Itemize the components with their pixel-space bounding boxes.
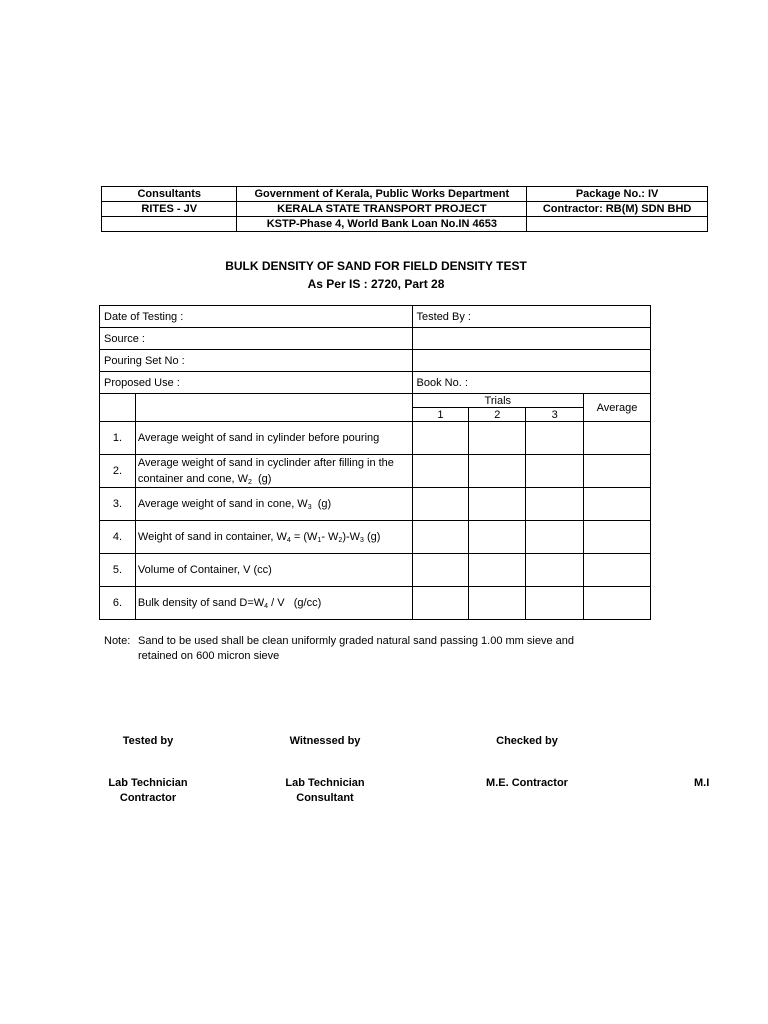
date-of-testing-label: Date of Testing : xyxy=(100,306,413,328)
header-row xyxy=(102,187,708,202)
empty-cell xyxy=(135,394,412,422)
source-label: Source : xyxy=(100,328,413,350)
average-cell[interactable] xyxy=(584,422,651,455)
tested-by-label: Tested By : xyxy=(412,306,650,328)
trial-1-cell[interactable] xyxy=(412,488,469,521)
trial-2-cell[interactable] xyxy=(469,422,526,455)
mi-label: M.I xyxy=(694,777,710,789)
loan-label: KSTP-Phase 4, World Bank Loan No.IN 4653 xyxy=(237,217,527,232)
average-cell[interactable] xyxy=(584,455,651,488)
trial-3-header: 3 xyxy=(526,408,584,422)
package-label: Package No.: IV xyxy=(527,187,708,202)
info-row xyxy=(100,328,651,350)
average-cell[interactable] xyxy=(584,521,651,554)
row-number: 6. xyxy=(100,587,136,620)
empty-cell xyxy=(412,350,650,372)
trials-header-row xyxy=(100,394,651,408)
tested-by-signature-label: Tested by xyxy=(122,735,174,747)
trial-2-cell[interactable] xyxy=(469,455,526,488)
contractor-label: Contractor xyxy=(119,792,177,804)
info-row xyxy=(100,372,651,394)
pouring-set-label: Pouring Set No : xyxy=(100,350,413,372)
trial-1-cell[interactable] xyxy=(412,521,469,554)
table-row xyxy=(100,587,651,620)
table-row xyxy=(100,422,651,455)
lab-technician-contractor-label: Lab Technician xyxy=(108,777,188,789)
note-line-2: retained on 600 micron sieve xyxy=(138,650,280,662)
header-empty-cell xyxy=(527,217,708,232)
trial-3-cell[interactable] xyxy=(526,554,584,587)
header-table xyxy=(101,186,708,232)
row-description: Weight of sand in container, $W_4 = (W_1-$ $W_2)-W_3$ (g) xyxy=(135,521,412,554)
consultant-name: RITES - JV xyxy=(102,202,237,217)
row-description: Volume of Container, V (cc) xyxy=(135,554,412,587)
empty-cell xyxy=(100,394,136,422)
row-description: Average weight of sand in cyclinder after filling in the container and cone, $W_2$ (g) xyxy=(135,455,412,488)
note-line-1: Sand to be used shall be clean uniformly graded natural sand passing 1.00 mm sieve and xyxy=(138,635,574,647)
trial-1-cell[interactable] xyxy=(412,422,469,455)
trial-1-cell[interactable] xyxy=(412,587,469,620)
trials-header: Trials xyxy=(412,394,584,408)
note-label: Note: xyxy=(104,635,131,647)
row-number: 2. xyxy=(100,455,136,488)
lab-technician-consultant-label: Lab Technician xyxy=(285,777,365,789)
government-label: Government of Kerala, Public Works Department xyxy=(237,187,527,202)
test-table xyxy=(99,305,651,620)
page-subtitle: As Per IS : 2720, Part 28 xyxy=(307,277,445,291)
trial-3-cell[interactable] xyxy=(526,521,584,554)
consultants-label: Consultants xyxy=(102,187,237,202)
average-cell[interactable] xyxy=(584,554,651,587)
average-header: Average xyxy=(584,394,651,422)
row-description: Average weight of sand in cylinder before pouring xyxy=(135,422,412,455)
average-cell[interactable] xyxy=(584,587,651,620)
trial-1-cell[interactable] xyxy=(412,554,469,587)
header-row xyxy=(102,202,708,217)
trial-1-cell[interactable] xyxy=(412,455,469,488)
trial-2-header: 2 xyxy=(469,408,526,422)
row-number: 3. xyxy=(100,488,136,521)
me-contractor-label: M.E. Contractor xyxy=(486,777,568,789)
project-name: KERALA STATE TRANSPORT PROJECT xyxy=(237,202,527,217)
trial-2-cell[interactable] xyxy=(469,554,526,587)
row-description: Average weight of sand in cone, $W_3$ (g) xyxy=(135,488,412,521)
table-row xyxy=(100,455,651,488)
header-empty-cell xyxy=(102,217,237,232)
trial-3-cell[interactable] xyxy=(526,587,584,620)
table-row xyxy=(100,488,651,521)
header-row xyxy=(102,217,708,232)
average-cell[interactable] xyxy=(584,488,651,521)
row-number: 4. xyxy=(100,521,136,554)
consultant-label: Consultant xyxy=(296,792,354,804)
row-description: Bulk density of sand $D=W_4 / V$ (g/cc) xyxy=(135,587,412,620)
info-row xyxy=(100,306,651,328)
row-number: 5. xyxy=(100,554,136,587)
trial-2-cell[interactable] xyxy=(469,488,526,521)
table-row xyxy=(100,521,651,554)
checked-by-signature-label: Checked by xyxy=(496,735,558,747)
page-title: BULK DENSITY OF SAND FOR FIELD DENSITY TEST xyxy=(225,259,527,273)
trial-2-cell[interactable] xyxy=(469,521,526,554)
table-row xyxy=(100,554,651,587)
book-no-label: Book No. : xyxy=(412,372,650,394)
info-row xyxy=(100,350,651,372)
trial-1-header: 1 xyxy=(412,408,469,422)
contractor-name: Contractor: RB(M) SDN BHD xyxy=(527,202,708,217)
row-number: 1. xyxy=(100,422,136,455)
empty-cell xyxy=(412,328,650,350)
proposed-use-label: Proposed Use : xyxy=(100,372,413,394)
trial-3-cell[interactable] xyxy=(526,455,584,488)
trial-2-cell[interactable] xyxy=(469,587,526,620)
trial-3-cell[interactable] xyxy=(526,488,584,521)
trial-3-cell[interactable] xyxy=(526,422,584,455)
witnessed-by-signature-label: Witnessed by xyxy=(289,735,361,747)
